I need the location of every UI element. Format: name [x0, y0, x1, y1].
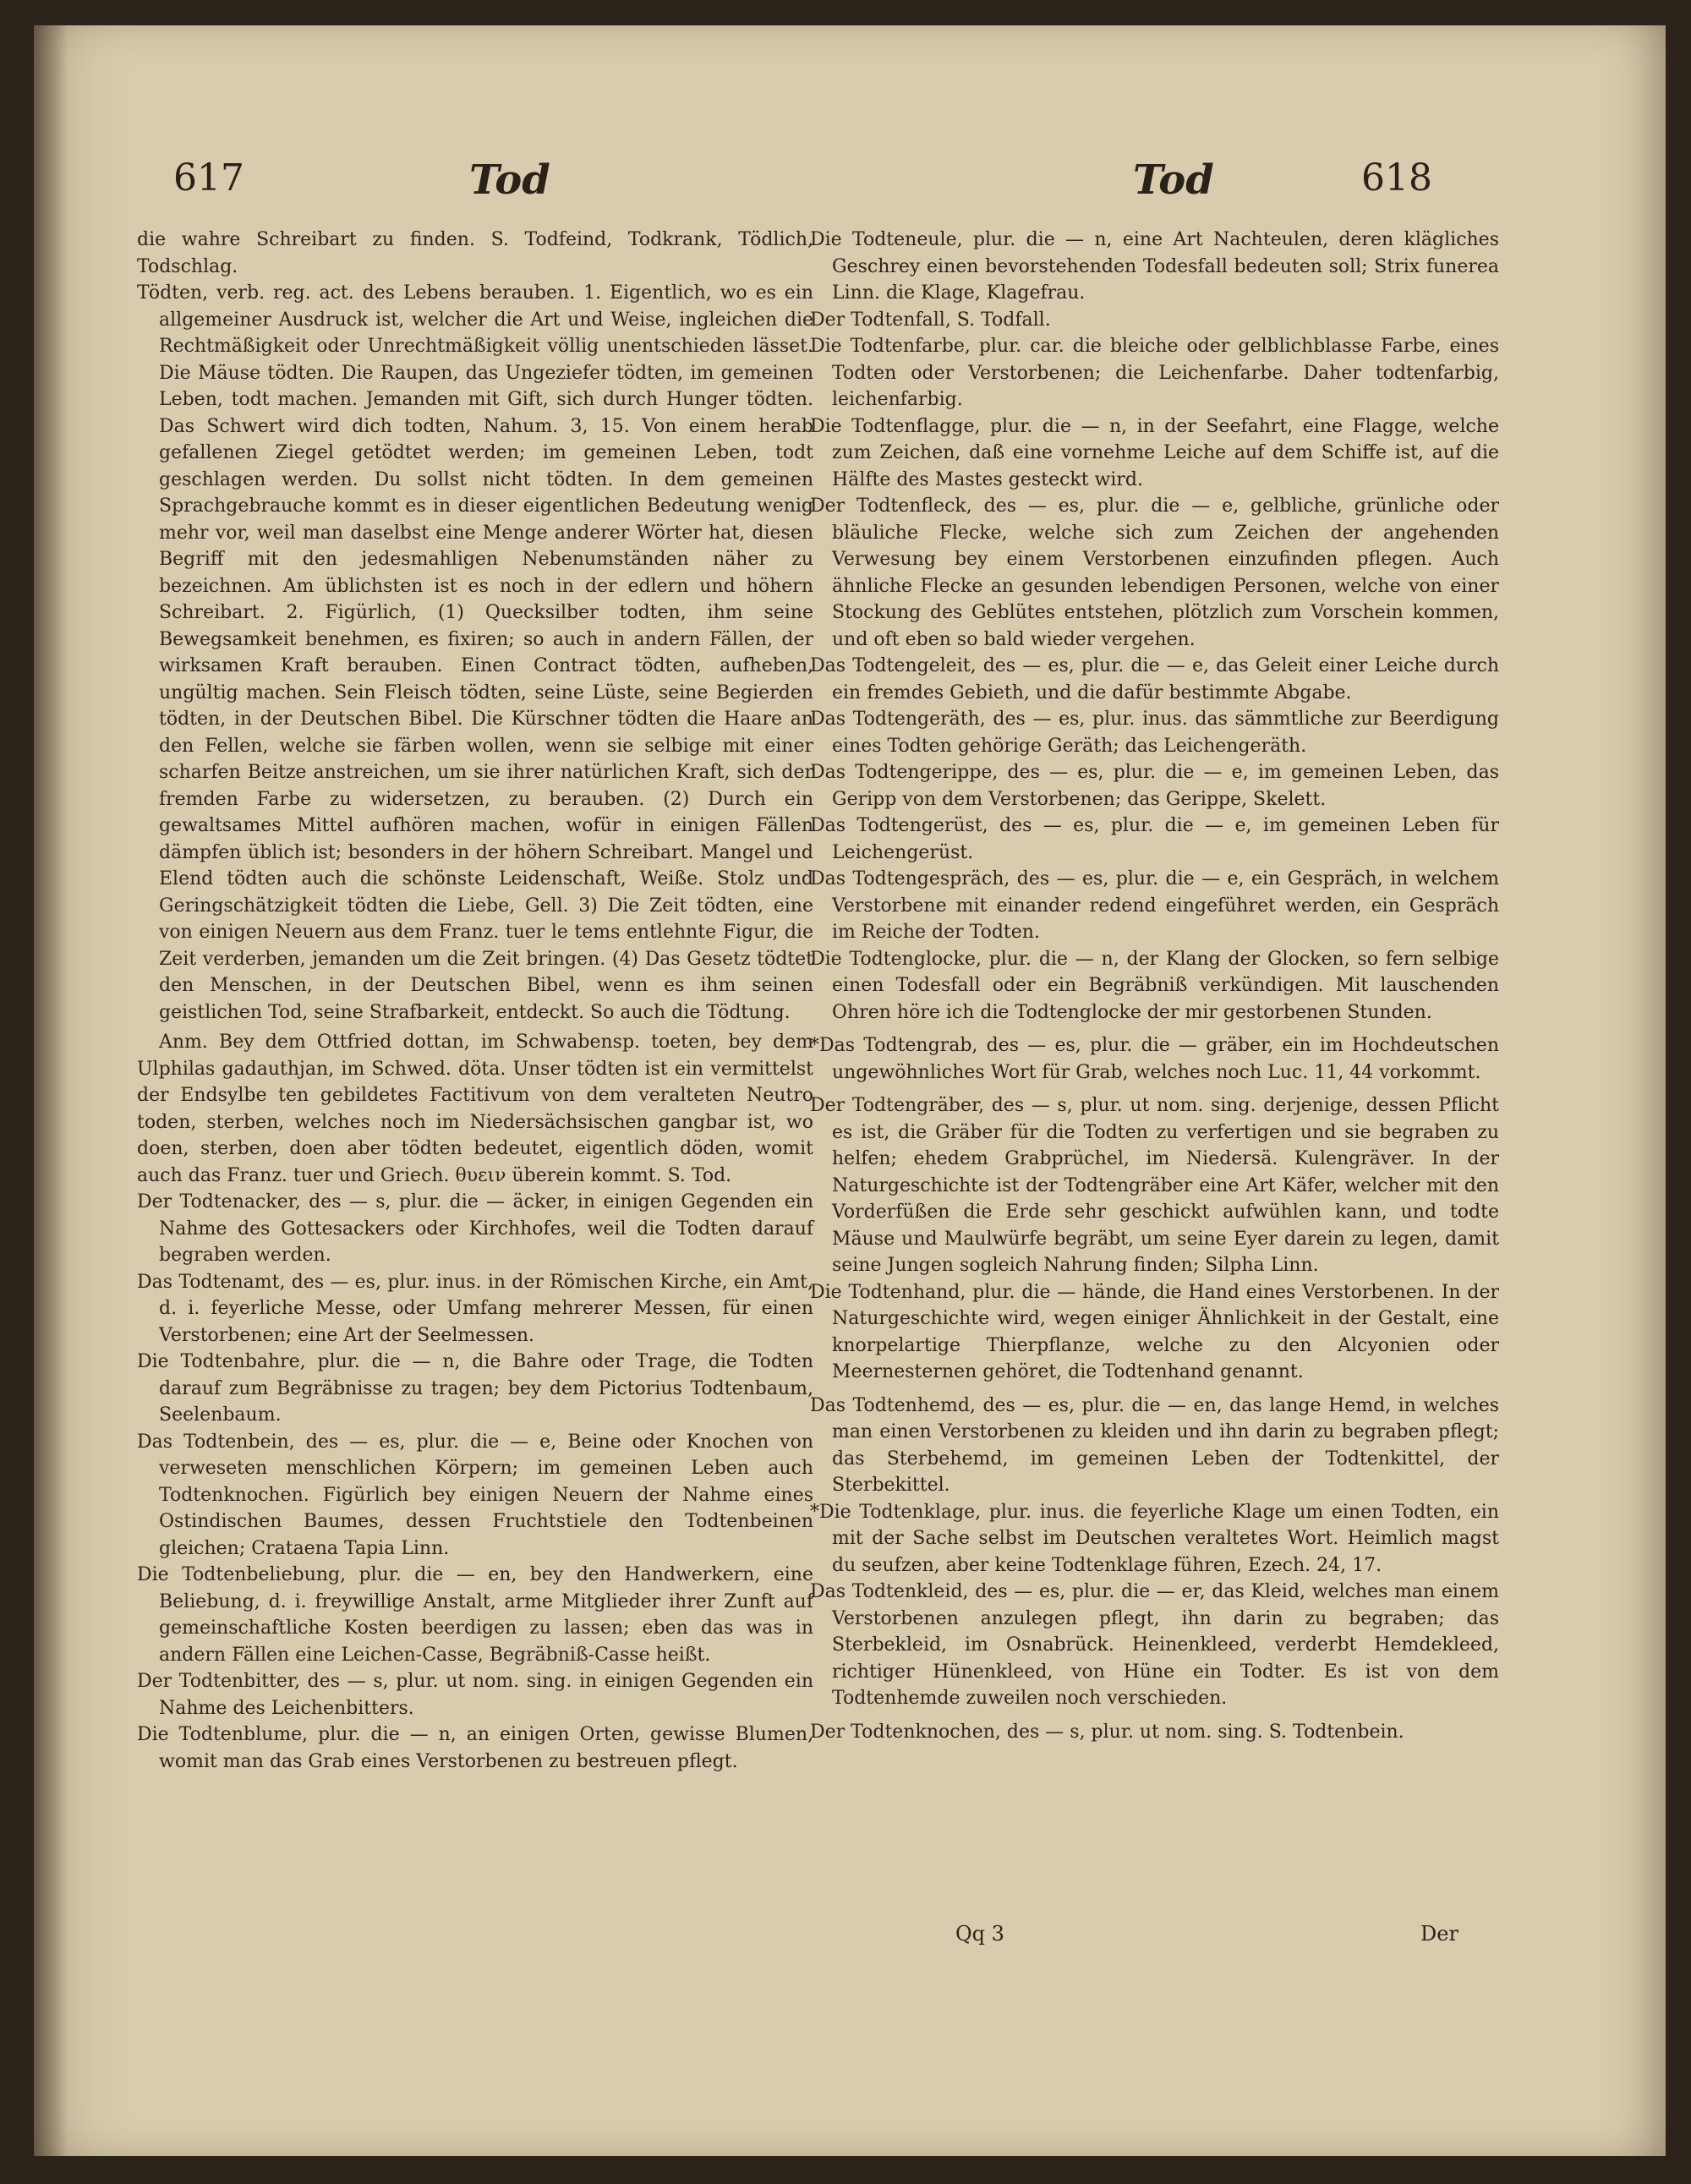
dictionary-entry: Das Todtenhemd, des — es, plur. die — en, das lange Hemd, in welches man einen Verstorbenen zu kleiden und ihn darin zu begraben pflegt; das Sterbehemd, im gemeinen Leben der Todtenkittel, der Sterbekittel.	[810, 1394, 1499, 1496]
dictionary-entry: Tödten, verb. reg. act. des Lebens berauben. 1. Eigentlich, wo es ein allgemeiner Ausdruck ist, welcher die Art und Weise, ingleichen die Rechtmäßigkeit oder Unrechtmäßigkeit völlig unentschieden lässet. Die Mäuse tödten. Die Raupen, das Ungeziefer tödten, im gemeinen Leben, todt machen. Jemanden mit Gift, sich durch Hunger tödten. Das Schwert wird dich todten, Nahum. 3, 15. Von einem herab gefallenen Ziegel getödtet werden; im gemeinen Leben, todt geschlagen werden. Du sollst nicht tödten. In dem gemeinen Sprachgebrauche kommt es in dieser eigentlichen Bedeutung wenig mehr vor, weil man daselbst eine Menge anderer Wörter hat, diesen Begriff mit den jedesmahligen Nebenumständen näher zu bezeichnen. Am üblichsten ist es noch in der edlern und höhern Schreibart. 2. Figürlich, (1) Quecksilber todten, ihm seine Bewegsamkeit benehmen, es fixiren; so auch in andern Fällen, der wirksamen Kraft berauben. Einen Contract tödten, aufheben, ungültig machen. Sein Fleisch tödten, seine Lüste, seine Begierden tödten, in der Deutschen Bibel. Die Kürschner tödten die Haare an den Fellen, welche sie färben wollen, wenn sie selbige mit einer scharfen Beitze anstreichen, um sie ihrer natürlichen Kraft, sich der fremden Farbe zu widersetzen, zu berauben. (2) Durch ein gewaltsames Mittel aufhören machen, wofür in einigen Fällen dämpfen üblich ist; besonders in der höhern Schreibart. Mangel und Elend tödten auch die schönste Leidenschaft, Weiße. Stolz und Geringschätzigkeit tödten die Liebe, Gell. 3) Die Zeit tödten, eine von einigen Neuern aus dem Franz. tuer le tems entlehnte Figur, die Zeit verderben, jemanden um die Zeit bringen. (4) Das Gesetz tödtet den Menschen, in der Deutschen Bibel, wenn es ihm seinen geistlichen Tod, seine Strafbarkeit, entdeckt. So auch die Tödtung.	[137, 282, 813, 1023]
dictionary-entry: Die Todtenbahre, plur. die — n, die Bahre oder Trage, die Todten darauf zum Begräbnisse zu tragen; bey dem Pictorius Todtenbaum, Seelenbaum.	[137, 1351, 813, 1426]
dictionary-note: Anm. Bey dem Ottfried dottan, im Schwabensp. toeten, bey dem Ulphilas gadauthjan, im Schwed. döta. Unser tödten ist ein vermittelst der Endsylbe ten gebildetes Factitivum von dem veralteten Neutro toden, sterben, welches noch im Niedersächsischen gangbar ist, wo doen, sterben, doen aber tödten bedeutet, eigentlich döden, womit auch das Franz. tuer und Griech. θυειν überein kommt. S. Tod.	[137, 1032, 813, 1186]
running-head-right: Tod	[1133, 156, 1214, 204]
page-number-left: 617	[173, 156, 244, 200]
right-column	[810, 227, 1499, 1745]
dictionary-entry: Die Todteneule, plur. die — n, eine Art Nachteulen, deren klägliches Geschrey einen bevorstehenden Todesfall bedeuten soll; Strix funerea Linn. die Klage, Klagefrau.	[810, 229, 1499, 304]
dictionary-entry: Die Todtenglocke, plur. die — n, der Klang der Glocken, so fern selbige einen Todesfall oder ein Begräbniß verkündigen. Mit lauschenden Ohren höre ich die Todtenglocke der mir gestorbenen Stunden.	[810, 948, 1499, 1023]
page-number-right: 618	[1361, 156, 1432, 200]
dictionary-entry: Die Todtenbeliebung, plur. die — en, bey den Handwerkern, eine Beliebung, d. i. freywillige Anstalt, arme Mitglieder ihrer Zunft auf gemeinschaftliche Kosten beerdigen zu lassen; eben das was in andern Fällen eine Leichen-Casse, Begräbniß-Casse heißt.	[137, 1564, 813, 1666]
dictionary-entry: Das Todtengerippe, des — es, plur. die — e, im gemeinen Leben, das Geripp von dem Verstorbenen; das Gerippe, Skelett.	[810, 762, 1499, 810]
dictionary-entry: Das Todtengerüst, des — es, plur. die — e, im gemeinen Leben für Leichengerüst.	[810, 815, 1499, 863]
dictionary-entry: Die Todtenhand, plur. die — hände, die Hand eines Verstorbenen. In der Naturgeschichte wird, wegen einiger Ähnlichkeit in der Gestalt, eine knorpelartige Thierpflanze, welche zu den Alcyonien oder Meernesternen gehöret, die Todtenhand genannt.	[810, 1281, 1499, 1382]
left-column	[137, 227, 813, 1775]
dictionary-entry: Das Todtengespräch, des — es, plur. die — e, ein Gespräch, in welchem Verstorbene mit einander redend eingeführet werden, ein Gespräch im Reiche der Todten.	[810, 868, 1499, 943]
dictionary-entry: Der Todtenfall, S. Todfall.	[810, 309, 1051, 331]
dictionary-entry: Die Todtenflagge, plur. die — n, in der Seefahrt, eine Flagge, welche zum Zeichen, daß eine vornehme Leiche auf dem Schiffe ist, auf die Hälfte des Mastes gesteckt wird.	[810, 415, 1499, 490]
page-gutter-shadow	[34, 25, 68, 2156]
running-head-left: Tod	[469, 156, 550, 204]
dictionary-entry: Das Todtengeräth, des — es, plur. inus. das sämmtliche zur Beerdigung eines Todten gehörige Geräth; das Leichengeräth.	[810, 709, 1499, 757]
dictionary-entry: Die Todtenblume, plur. die — n, an einigen Orten, gewisse Blumen, womit man das Grab eines Verstorbenen zu bestreuen pflegt.	[137, 1724, 813, 1772]
dictionary-entry: Der Todtengräber, des — s, plur. ut nom. sing. derjenige, dessen Pflicht es ist, die Gräber für die Todten zu verfertigen und sie begraben zu helfen; ehedem Grabprüchel, im Niedersä. Kulengräver. In der Naturgeschichte ist der Todtengräber eine Art Käfer, welcher mit den Vorderfüßen die Erde sehr geschickt aufwühlen kann, und todte Mäuse und Maulwürfe begräbt, um seine Eyer darein zu legen, damit seine Jungen sogleich Nahrung finden; Silpha Linn.	[810, 1095, 1499, 1276]
dictionary-entry: Der Todtenacker, des — s, plur. die — äcker, in einigen Gegenden ein Nahme des Gottesackers oder Kirchhofes, weil die Todten darauf begraben werden.	[137, 1191, 813, 1266]
dictionary-entry: Der Todtenknochen, des — s, plur. ut nom. sing. S. Todtenbein.	[810, 1721, 1404, 1743]
dictionary-entry: Das Todtenbein, des — es, plur. die — e, Beine oder Knochen von verweseten menschlichen Körpern; im gemeinen Leben auch Todtenknochen. Figürlich bey einigen Neuern der Nahme eines Ostindischen Baumes, dessen Fruchtstiele den Todtenbeinen gleichen; Crataena Tapia Linn.	[137, 1431, 813, 1559]
dictionary-entry: Das Todtenkleid, des — es, plur. die — er, das Kleid, welches man einem Verstorbenen anzulegen pflegt, ihn darin zu begraben; das Sterbekleid, im Osnabrück. Heinenkleed, verderbt Hemdekleed, richtiger Hünenkleed, von Hüne ein Todter. Es ist von dem Todtenhemde zuweilen noch verschieden.	[810, 1581, 1499, 1709]
signature-mark: Qq 3	[955, 1922, 1004, 1946]
dictionary-entry: *Das Todtengrab, des — es, plur. die — gräber, ein im Hochdeutschen ungewöhnliches Wort für Grab, welches noch Luc. 11, 44 vorkommt.	[810, 1035, 1499, 1083]
dictionary-entry: Die Todtenfarbe, plur. car. die bleiche oder gelblichblasse Farbe, eines Todten oder Verstorbenen; die Leichenfarbe. Daher todtenfarbig, leichenfarbig.	[810, 336, 1499, 410]
dictionary-entry: *Die Todtenklage, plur. inus. die feyerliche Klage um einen Todten, ein mit der Sache selbst im Deutschen veraltetes Wort. Heimlich magst du seufzen, aber keine Todtenklage führen, Ezech. 24, 17.	[810, 1501, 1499, 1576]
catchword: Der	[1420, 1922, 1458, 1946]
dictionary-entry: Das Todtenamt, des — es, plur. inus. in der Römischen Kirche, ein Amt, d. i. feyerliche Messe, oder Umfang mehrerer Messen, für einen Verstorbenen; eine Art der Seelmessen.	[137, 1271, 813, 1346]
dictionary-entry: Der Todtenfleck, des — es, plur. die — e, gelbliche, grünliche oder bläuliche Flecke, welche sich zum Zeichen der angehenden Verwesung bey einem Verstorbenen einzufinden pflegen. Auch ähnliche Flecke an gesunden lebendigen Personen, welche von einer Stockung des Geblütes entstehen, plötzlich zum Vorschein kommen, und oft eben so bald wieder vergehen.	[810, 495, 1499, 650]
dictionary-entry: Der Todtenbitter, des — s, plur. ut nom. sing. in einigen Gegenden ein Nahme des Leichenbitters.	[137, 1671, 813, 1719]
dictionary-entry: Das Todtengeleit, des — es, plur. die — e, das Geleit einer Leiche durch ein fremdes Gebieth, und die dafür bestimmte Abgabe.	[810, 655, 1499, 703]
book-page	[34, 25, 1666, 2156]
dictionary-entry: die wahre Schreibart zu finden. S. Todfeind, Todkrank, Tödlich, Todschlag.	[137, 229, 813, 277]
